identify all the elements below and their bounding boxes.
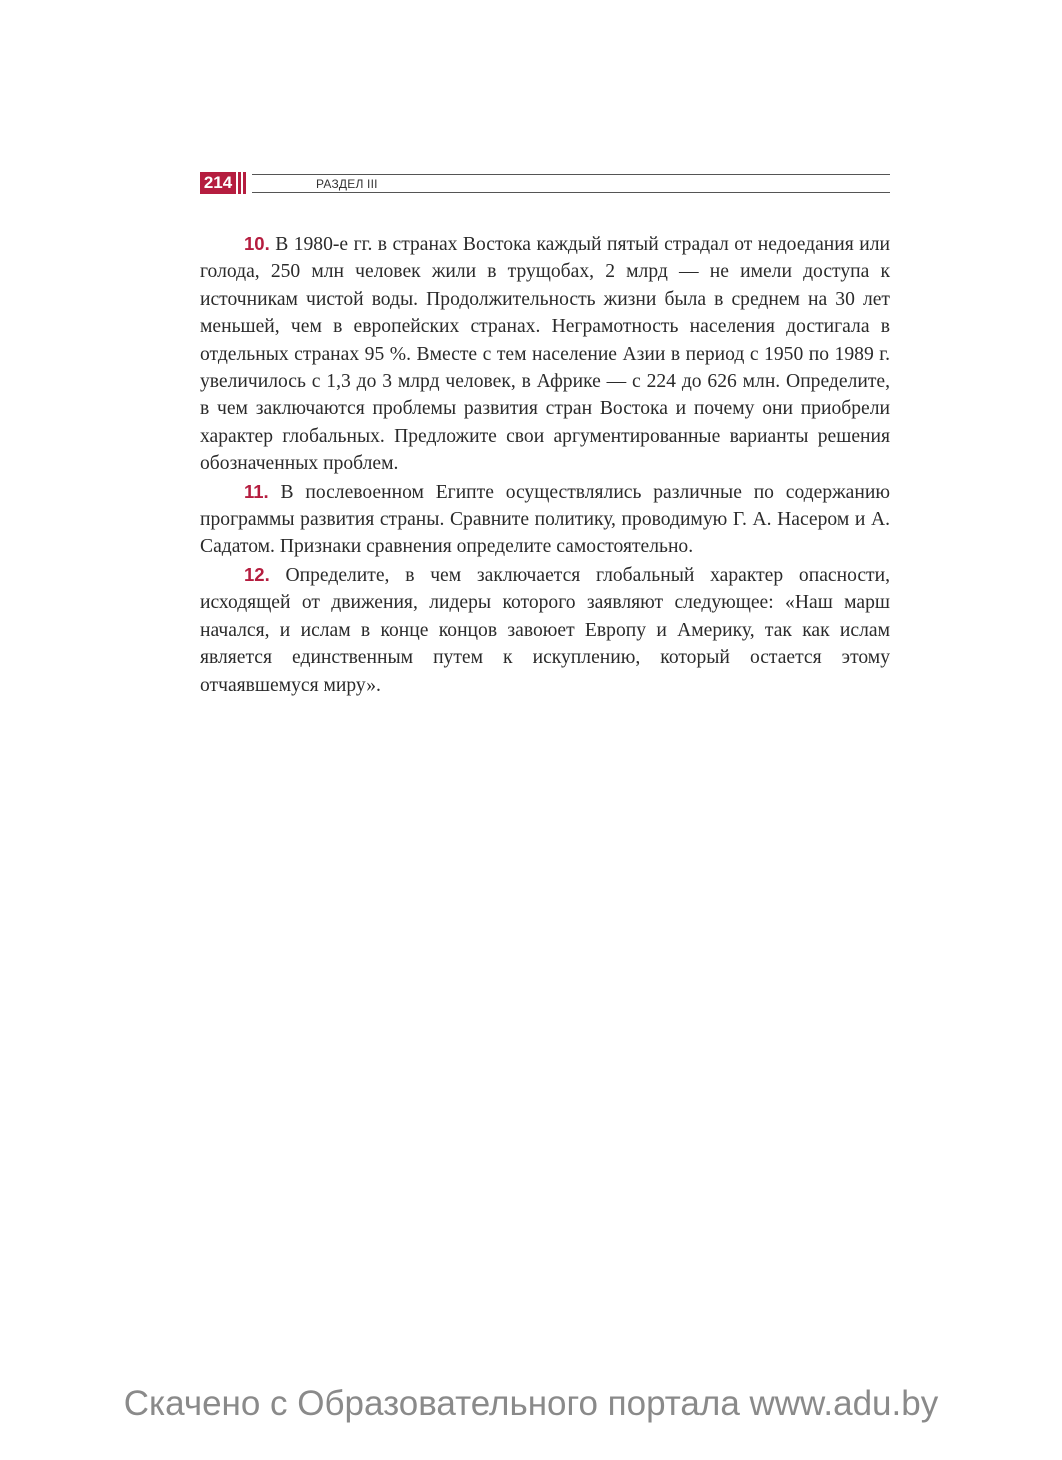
task-text: В 1980-е гг. в странах Востока каждый пятый страдал от недоедания или голода, 250 млн человек жили в трущобах, 2 млрд — не имели доступа к источникам чистой воды. Продолжительность жизни была в среднем на 30 лет меньшей, чем в европейских странах. Неграмотность населения достигала в отдельных странах 95 %. Вместе с тем население Азии в период с 1950 по 1989 г. увеличилось с 1,3 до 3 млрд человек, в Африке — с 224 до 626 млн. Определите, в чем заключаются проблемы развития стран Востока и почему они приобрели характер глобальных. Предложите свои аргументированные варианты решения обозначенных проблем.: [200, 234, 890, 475]
running-header: [200, 172, 890, 198]
task-text: В послевоенном Египте осуществлялись различные по содержанию программы развития страны. Сравните политику, проводимую Г. А. Насером и А. Садатом. Признаки сравнения определите самостоятельно.: [200, 481, 890, 558]
download-watermark: Скачено с Образовательного портала www.adu.by: [123, 1384, 939, 1423]
task-item: [200, 478, 890, 561]
task-list: [200, 230, 890, 699]
task-item: [200, 561, 890, 699]
task-number: 11.: [244, 480, 269, 502]
header-rule: [252, 174, 890, 175]
task-number: 12.: [244, 563, 270, 585]
header-rule: [252, 192, 890, 193]
header-accent-bar: [243, 172, 246, 194]
page-number: 214: [200, 172, 236, 194]
task-item: [200, 230, 890, 478]
section-label: РАЗДЕЛ III: [316, 177, 378, 191]
header-accent-bar: [238, 172, 241, 194]
task-number: 10.: [244, 233, 270, 254]
task-text: Определите, в чем заключается глобальный характер опасности, исходящей от движения, лидеры которого заявляют следующее: «Наш марш начался, и ислам в конце концов завоюет Европу и Америку, так как ислам является единственным путем к искуплению, который остается этому отчаявшемуся миру».: [200, 564, 891, 696]
